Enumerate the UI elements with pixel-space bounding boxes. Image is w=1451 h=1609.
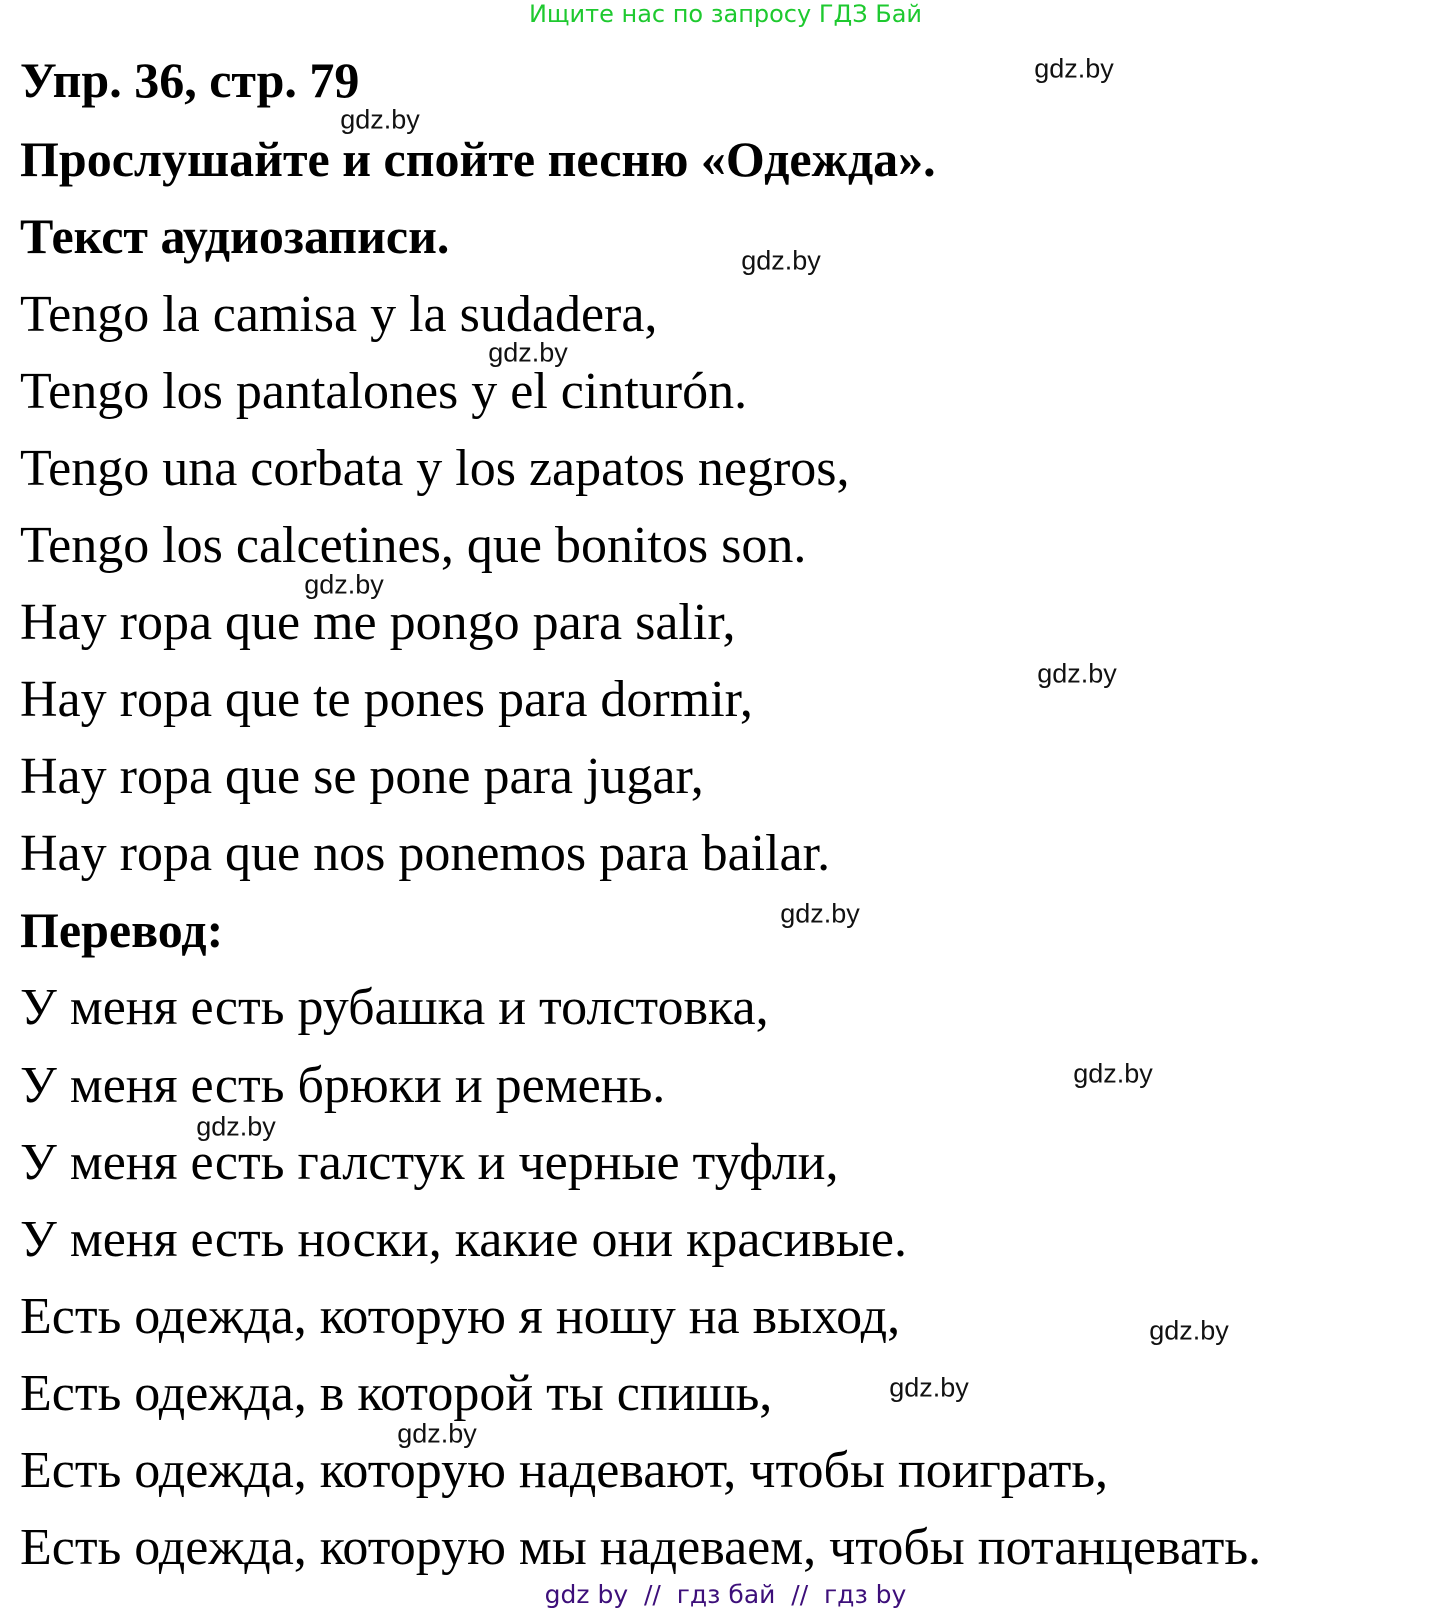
watermark: gdz.by (889, 1372, 969, 1403)
translation-line: Есть одежда, которую надевают, чтобы поиграть, (20, 1442, 1109, 1499)
audio-heading: Текст аудиозаписи. (20, 208, 450, 264)
lyric-line: Hay ropa que nos ponemos para bailar. (20, 825, 831, 882)
translation-line: У меня есть носки, какие они красивые. (20, 1211, 907, 1268)
translation-line: Есть одежда, которую мы надеваем, чтобы потанцевать. (20, 1519, 1262, 1576)
lyric-line: Tengo los pantalones y el cinturón. (20, 363, 748, 420)
watermark: gdz.by (780, 898, 860, 929)
lyric-line: Hay ropa que me pongo para salir, (20, 594, 736, 651)
watermark: gdz.by (397, 1418, 477, 1449)
search-banner: Ищите нас по запросу ГДЗ Бай (528, 0, 923, 28)
lyric-line: Tengo los calcetines, que bonitos son. (20, 517, 807, 574)
watermark: gdz.by (488, 337, 568, 368)
footer-links: gdz by // гдз бай // гдз by (544, 1580, 907, 1609)
translation-heading: Перевод: (20, 902, 224, 958)
watermark: gdz.by (741, 245, 821, 276)
lyric-line: Tengo la camisa y la sudadera, (20, 286, 658, 343)
watermark: gdz.by (1149, 1315, 1229, 1346)
watermark: gdz.by (340, 104, 420, 135)
lyric-line: Hay ropa que se pone para jugar, (20, 748, 704, 805)
watermark: gdz.by (196, 1111, 276, 1142)
task-text: Прослушайте и спойте песню «Одежда». (20, 131, 936, 187)
watermark: gdz.by (1073, 1058, 1153, 1089)
watermark: gdz.by (1034, 53, 1114, 84)
translation-line: Есть одежда, которую я ношу на выход, (20, 1288, 901, 1345)
translation-line: Есть одежда, в которой ты спишь, (20, 1365, 773, 1422)
lyric-line: Hay ropa que te pones para dormir, (20, 671, 753, 728)
lyric-line: Tengo una corbata y los zapatos negros, (20, 440, 850, 497)
watermark: gdz.by (304, 569, 384, 600)
translation-line: У меня есть брюки и ремень. (20, 1057, 666, 1114)
watermark: gdz.by (1037, 658, 1117, 689)
exercise-title: Упр. 36, стр. 79 (20, 52, 360, 108)
translation-line: У меня есть галстук и черные туфли, (20, 1134, 839, 1191)
translation-line: У меня есть рубашка и толстовка, (20, 979, 769, 1036)
